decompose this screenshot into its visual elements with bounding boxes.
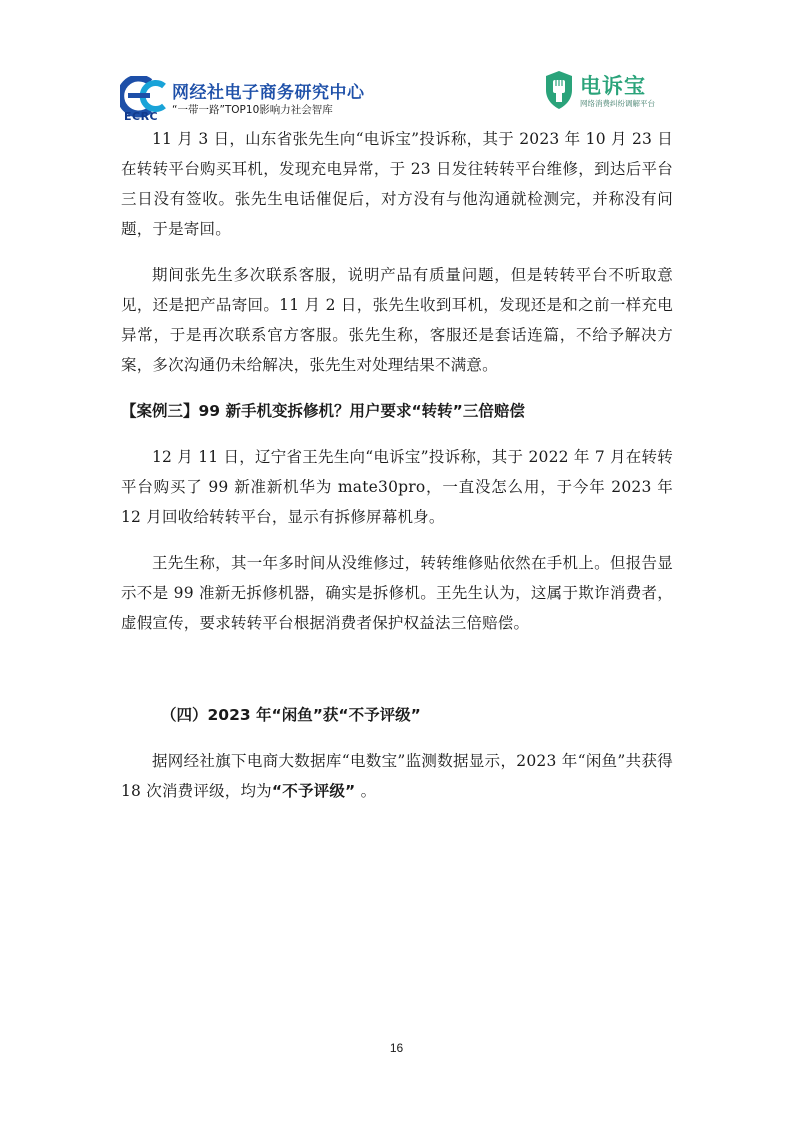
no-rating-emphasis: “不予评级” [271, 782, 356, 800]
paragraph-5-tail: 。 [355, 782, 377, 800]
dsb-name: 电诉宝 [580, 74, 646, 98]
dsb-subtitle: 网络消费纠纷调解平台 [580, 99, 655, 108]
ecrc-abbr: ECRC [124, 110, 159, 123]
paragraph-5-lead: 据网经社旗下电商大数据库“电数宝”监测数据显示，2023 年“闲鱼”共获得 18 次消费评级，均为 [121, 752, 673, 800]
paragraph-5 [121, 746, 673, 806]
paragraph-1: 11 月 3 日，山东省张先生向“电诉宝”投诉称，其于 2023 年 10 月 23 日在转转平台购买耳机，发现充电异常，于 23 日发往转转平台维修，到达后平台三日没有签收。张先生电话催促后，对方没有与他沟通就检测完，并称没有问题，于是寄回。 [121, 130, 673, 238]
section-4-heading: （四）2023 年“闲鱼”获“不予评级” [161, 706, 421, 724]
shield-fist-icon [544, 70, 574, 110]
ecrc-name: 网经社电子商务研究中心 [172, 83, 365, 103]
dsb-logo [544, 70, 674, 112]
page-number: 16 [389, 1041, 404, 1055]
case3-heading: 【案例三】99 新手机变拆修机？用户要求“转转”三倍赔偿 [121, 402, 525, 420]
paragraph-3: 12 月 11 日，辽宁省王先生向“电诉宝”投诉称，其于 2022 年 7 月在转转平台购买了 99 新准新机华为 mate30pro，一直没怎么用，于今年 2023 年 12 月回收给转转平台，显示有拆修屏幕机身。 [121, 448, 673, 526]
document-body [121, 124, 673, 806]
ecrc-logo [120, 76, 380, 124]
page-header [0, 0, 793, 125]
paragraph-2: 期间张先生多次联系客服，说明产品有质量问题，但是转转平台不听取意见，还是把产品寄回。11 月 2 日，张先生收到耳机，发现还是和之前一样充电异常，于是再次联系官方客服。张先生称，客服还是套话连篇，不给予解决方案，多次沟通仍未给解决，张先生对处理结果不满意。 [121, 266, 673, 374]
ecrc-slogan: “一带一路”TOP10影响力社会智库 [172, 104, 333, 116]
paragraph-4: 王先生称，其一年多时间从没维修过，转转维修贴依然在手机上。但报告显示不是 99 准新无拆修机器，确实是拆修机。王先生认为，这属于欺诈消费者，虚假宣传，要求转转平台根据消费者保护权益法三倍赔偿。 [121, 554, 673, 632]
